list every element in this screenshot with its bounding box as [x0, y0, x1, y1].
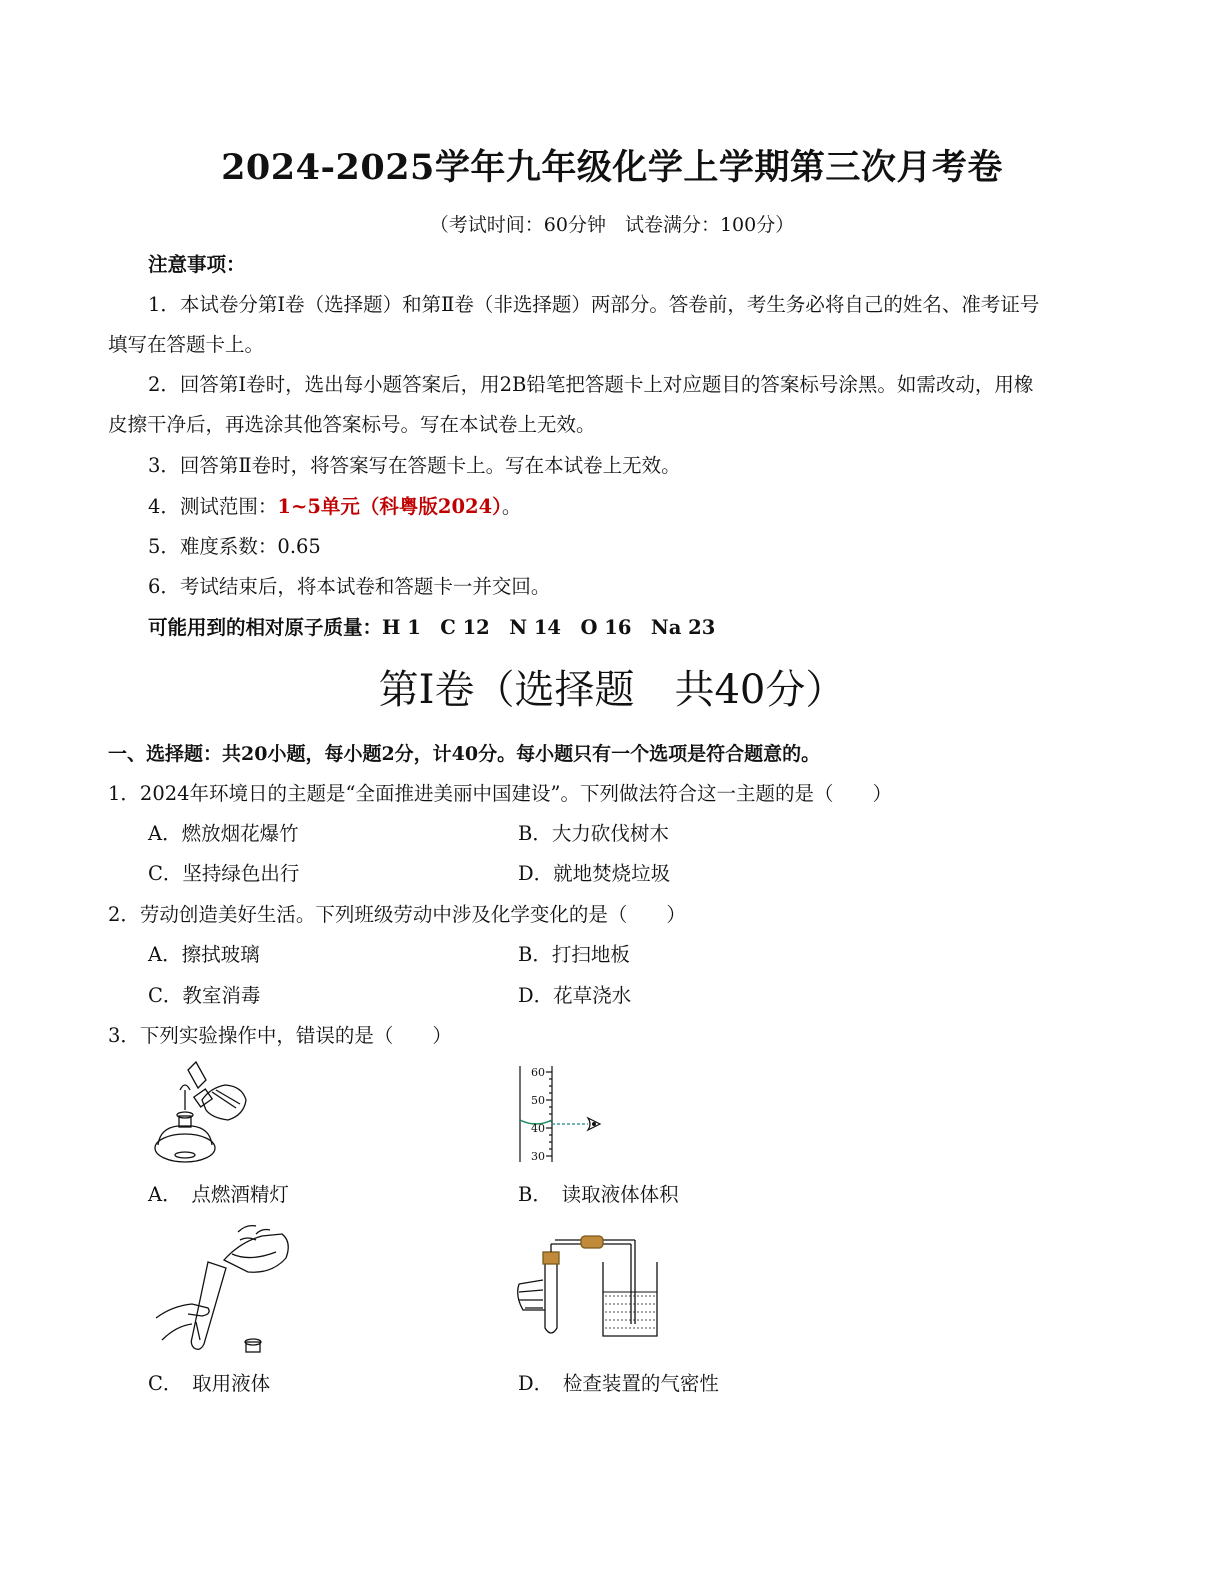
question-3-stem: 3．下列实验操作中，错误的是（ ） [108, 1024, 452, 1047]
notice-item-2-cont: 皮擦干净后，再选涂其他答案标号。写在本试卷上无效。 [108, 413, 596, 436]
cylinder-tick-40: 40 [531, 1122, 545, 1135]
question-2-stem: 2．劳动创造美好生活。下列班级劳动中涉及化学变化的是（ ） [108, 903, 686, 926]
atomic-mass-line: 可能用到的相对原子质量：H 1 C 12 N 14 O 16 Na 23 [148, 616, 716, 639]
question-1-stem: 1．2024年环境日的主题是“全面推进美丽中国建设”。下列做法符合这一主题的是（ ） [108, 782, 892, 805]
question-2-option-b: B．打扫地板 [518, 943, 630, 966]
question-1-option-d: D．就地焚烧垃圾 [518, 862, 671, 885]
figure-b-graduated-cylinder [512, 1062, 612, 1167]
question-1-option-b: B．大力砍伐树木 [518, 822, 669, 845]
question-3-option-a: A． 点燃酒精灯 [148, 1183, 289, 1206]
notice-item-3: 3．回答第Ⅱ卷时，将答案写在答题卡上。写在本试卷上无效。 [148, 454, 681, 477]
notice-item-6: 6．考试结束后，将本试卷和答题卡一并交回。 [148, 575, 551, 598]
exam-title: 2024-2025学年九年级化学上学期第三次月考卷 [221, 147, 1003, 188]
notice-item-4-prefix: 4．测试范围： [148, 495, 278, 518]
notice-item-2: 2．回答第Ⅰ卷时，选出每小题答案后，用2B铅笔把答题卡上对应题目的答案标号涂黑。如需改动，用橡 [148, 373, 1034, 396]
test-range: 1~5单元（科粤版2024） [277, 495, 502, 518]
exam-subtitle: （考试时间：60分钟 试卷满分：100分） [429, 214, 795, 236]
notice-item-1: 1．本试卷分第Ⅰ卷（选择题）和第Ⅱ卷（非选择题）两部分。答卷前，考生务必将自己的姓名、准考证号 [148, 293, 1040, 316]
notice-item-1-cont: 填写在答题卡上。 [108, 333, 265, 356]
notice-heading: 注意事项： [148, 253, 246, 276]
figure-c-pouring-liquid [152, 1222, 302, 1362]
question-3-option-c: C． 取用液体 [148, 1372, 271, 1395]
figure-a-alcohol-lamp [150, 1060, 260, 1170]
notice-item-4-suffix: 。 [501, 495, 522, 518]
question-3-option-d: D． 检查装置的气密性 [518, 1372, 719, 1395]
question-1-option-c: C．坚持绿色出行 [148, 862, 300, 885]
cylinder-tick-30: 30 [531, 1150, 545, 1163]
figure-d-airtightness-check [515, 1232, 665, 1342]
notice-item-4 [148, 494, 521, 520]
section-instruction: 一、选择题：共20小题，每小题2分，计40分。每小题只有一个选项是符合题意的。 [108, 743, 821, 765]
question-2-option-d: D．花草浇水 [518, 984, 632, 1007]
notice-item-5: 5．难度系数：0.65 [148, 535, 321, 558]
section-title: 第Ⅰ卷（选择题 共40分） [378, 667, 846, 713]
cylinder-tick-50: 50 [531, 1094, 545, 1107]
question-2-option-c: C．教室消毒 [148, 984, 261, 1007]
question-1-option-a: A．燃放烟花爆竹 [148, 822, 299, 845]
question-2-option-a: A．擦拭玻璃 [148, 943, 260, 966]
question-3-option-b: B． 读取液体体积 [518, 1183, 679, 1206]
cylinder-tick-60: 60 [531, 1066, 545, 1079]
